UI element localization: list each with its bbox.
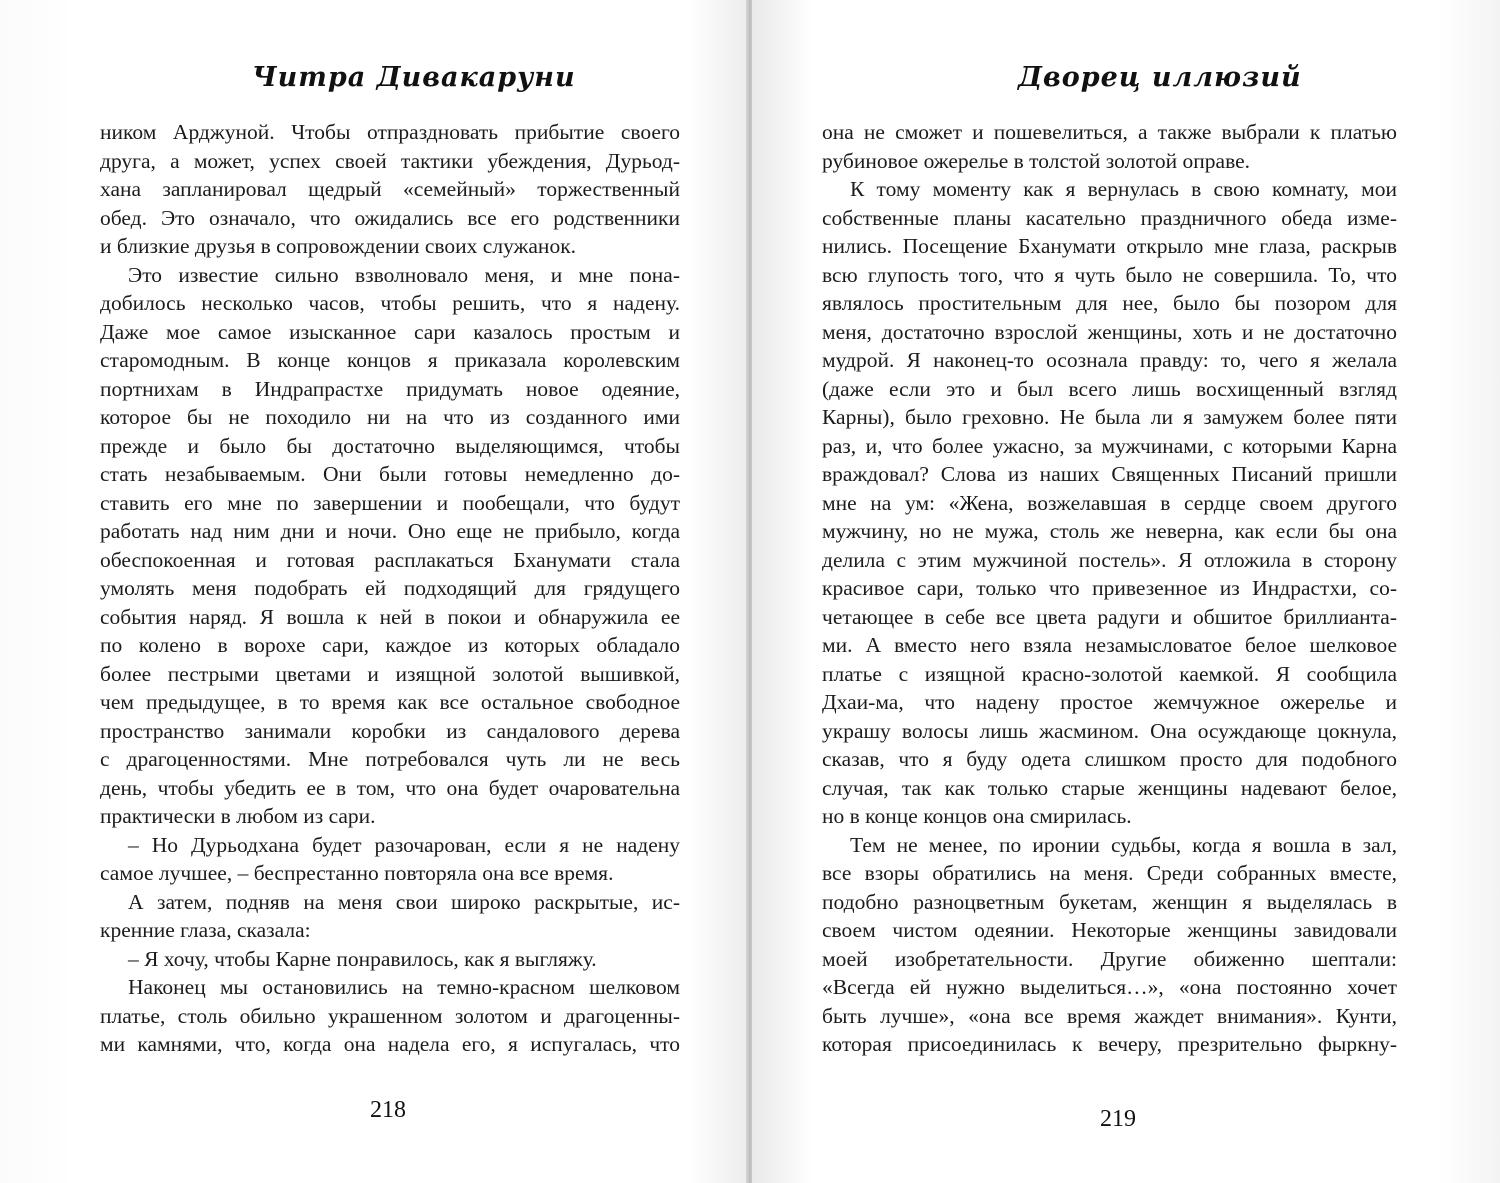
text-line: сказав, что я буду одета слишком просто для подобного (822, 747, 1397, 771)
text-line: кренние глаза, сказала: (100, 918, 311, 942)
page-number-right: 219 (1100, 1106, 1136, 1132)
text-line: рубиновое ожерелье в толстой золотой оправе. (822, 148, 1251, 173)
text-line: портнихам в Индрапрастхе придумать новое одеяние, (100, 376, 680, 401)
text-line: обед. Это означало, что ожидались все его родственники (100, 205, 680, 230)
text-line: платье с изящной красно-золотой каемкой. Я сообщила (822, 661, 1397, 686)
text-line: чем предыдущее, в то время как все остальное свободное (100, 690, 680, 714)
text-line: с драгоценностями. Мне потребовался чуть ли не весь (100, 747, 680, 771)
text-line: Дхаи-ма, что надену простое жемчужное ожерелье и (822, 690, 1397, 714)
right-page (752, 0, 1500, 1183)
text-line: враждовал? Слова из наших Священных Писаний пришли (822, 462, 1397, 486)
text-line: которая присоединилась к вечеру, презрительно фыркну- (822, 1032, 1397, 1056)
text-line: моей изобретательности. Другие обиженно шептали: (822, 946, 1397, 971)
text-line: Даже мое самое изысканное сари казалось простым и (100, 319, 680, 344)
text-line: А затем, подняв на меня свои широко раскрытые, ис- (128, 889, 680, 914)
text-line: ником Арджуной. Чтобы отпраздновать прибытие своего (100, 120, 680, 144)
text-line: день, чтобы убедить ее в том, что она будет очаровательна (100, 775, 680, 800)
text-line: собственные планы касательно праздничного обеда изме- (822, 205, 1397, 230)
text-line: случая, так как только старые женщины надевают белое, (822, 775, 1397, 800)
text-line: Наконец мы остановились на темно-красном шелковом (128, 975, 680, 999)
text-line: которое бы не походило ни на что из созданного ими (100, 405, 680, 429)
text-line: друга, а может, успех своей тактики убеждения, Дурьод- (100, 148, 680, 173)
text-line: добилось несколько часов, чтобы решить, что я надену. (100, 291, 680, 315)
text-line: своем чистом одеянии. Некоторые женщины завидовали (822, 918, 1397, 942)
text-line: все взоры обратились на меня. Среди собранных вместе, (822, 861, 1397, 885)
text-line: быть лучше», «она все время жаждет внимания». Кунти, (822, 1003, 1397, 1028)
text-line: но в конце концов она смирилась. (822, 804, 1132, 828)
text-line: Карны), было греховно. Не была ли я замужем более пяти (822, 405, 1397, 429)
text-line: работать над ним дни и ночи. Оно еще не прибыло, когда (100, 519, 680, 543)
text-line: Это известие сильно взволновало меня, и мне пона- (128, 262, 680, 287)
text-line: события наряд. Я вошла к ней в покои и обнаружила ее (100, 604, 680, 629)
text-line: (даже если это и был всего лишь восхищенный взгляд (822, 376, 1397, 401)
text-line: практически в любом из сари. (100, 804, 376, 828)
text-line: К тому моменту как я вернулась в свою комнату, мои (850, 177, 1397, 201)
text-line: ми камнями, что, когда она надела его, я испугалась, что (100, 1032, 680, 1056)
text-line: прежде и было бы достаточно выделяющимся, чтобы (100, 433, 680, 458)
text-line: старомодным. В конце концов я приказала королевским (100, 348, 680, 372)
text-line: являлось простительным для нее, было бы позором для (822, 291, 1397, 315)
right-page-body (822, 118, 1397, 1059)
text-line: делила с этим мужчиной постель». Я отложила в сторону (822, 547, 1397, 572)
text-line: четающее в себе все цвета радуги и обшитое бриллианта- (822, 604, 1397, 629)
text-line: мужчину, но не мужа, столь же неверна, как если бы она (822, 519, 1397, 543)
text-line: нились. Посещение Бханумати открыло мне глаза, раскрыв (822, 234, 1397, 258)
text-line: украшу волосы лишь жасмином. Она осуждающе цокнула, (822, 718, 1397, 743)
text-line: меня, достаточно взрослой женщины, хоть и не достаточно (822, 319, 1397, 344)
text-line: обеспокоенная и готовая расплакаться Бханумати стала (100, 547, 680, 572)
text-line: ставить его мне по завершении и пообещали, что будут (100, 490, 680, 515)
text-line: она не сможет и пошевелиться, а также выбрали к платью (822, 120, 1397, 144)
running-head-title: Дворец иллюзий (1018, 62, 1302, 93)
text-line: – Я хочу, чтобы Карне понравилось, как я выгляжу. (128, 946, 597, 971)
text-line: «Всегда ей нужно выделиться…», «она постоянно хочет (822, 975, 1397, 999)
text-line: по колено в ворохе сари, каждое из которых обладало (100, 633, 680, 657)
text-line: умолять меня подобрать ей подходящий для грядущего (100, 576, 680, 600)
text-line: – Но Дурьодхана будет разочарован, если я не надену (128, 832, 680, 857)
text-line: ми. А вместо него взяла незамысловатое белое шелковое (822, 633, 1397, 657)
text-line: красивое сари, только что привезенное из Индрастхи, со- (822, 576, 1397, 600)
text-line: мне на ум: «Жена, возжелавшая в сердце своем другого (822, 490, 1397, 515)
text-line: раз, и, что более ужасно, за мужчинами, с которыми Карна (822, 433, 1397, 458)
text-line: подобно разноцветным букетам, женщин я выделялась в (822, 889, 1397, 914)
text-line: пространство занимали коробки из сандалового дерева (100, 718, 680, 743)
text-line: стать незабываемым. Они были готовы немедленно до- (100, 462, 680, 486)
text-line: более пестрыми цветами и изящной золотой вышивкой, (100, 661, 680, 686)
text-line: самое лучшее, – беспрестанно повторяла она все время. (100, 861, 614, 885)
page-number-left: 218 (370, 1097, 406, 1123)
text-line: Тем не менее, по иронии судьбы, когда я вошла в зал, (850, 832, 1397, 857)
left-page (0, 0, 748, 1183)
text-line: хана запланировал щедрый «семейный» торжественный (100, 177, 680, 201)
text-line: мудрой. Я наконец-то осознала правду: то, чего я желала (822, 348, 1397, 372)
left-page-body (100, 118, 680, 1059)
text-line: платье, столь обильно украшенном золотом и драгоценны- (100, 1003, 680, 1028)
text-line: всю глупость того, что я чуть было не совершила. То, что (822, 262, 1397, 287)
text-line: и близкие друзья в сопровождении своих служанок. (100, 234, 577, 258)
running-head-author: Читра Дивакаруни (252, 62, 576, 93)
